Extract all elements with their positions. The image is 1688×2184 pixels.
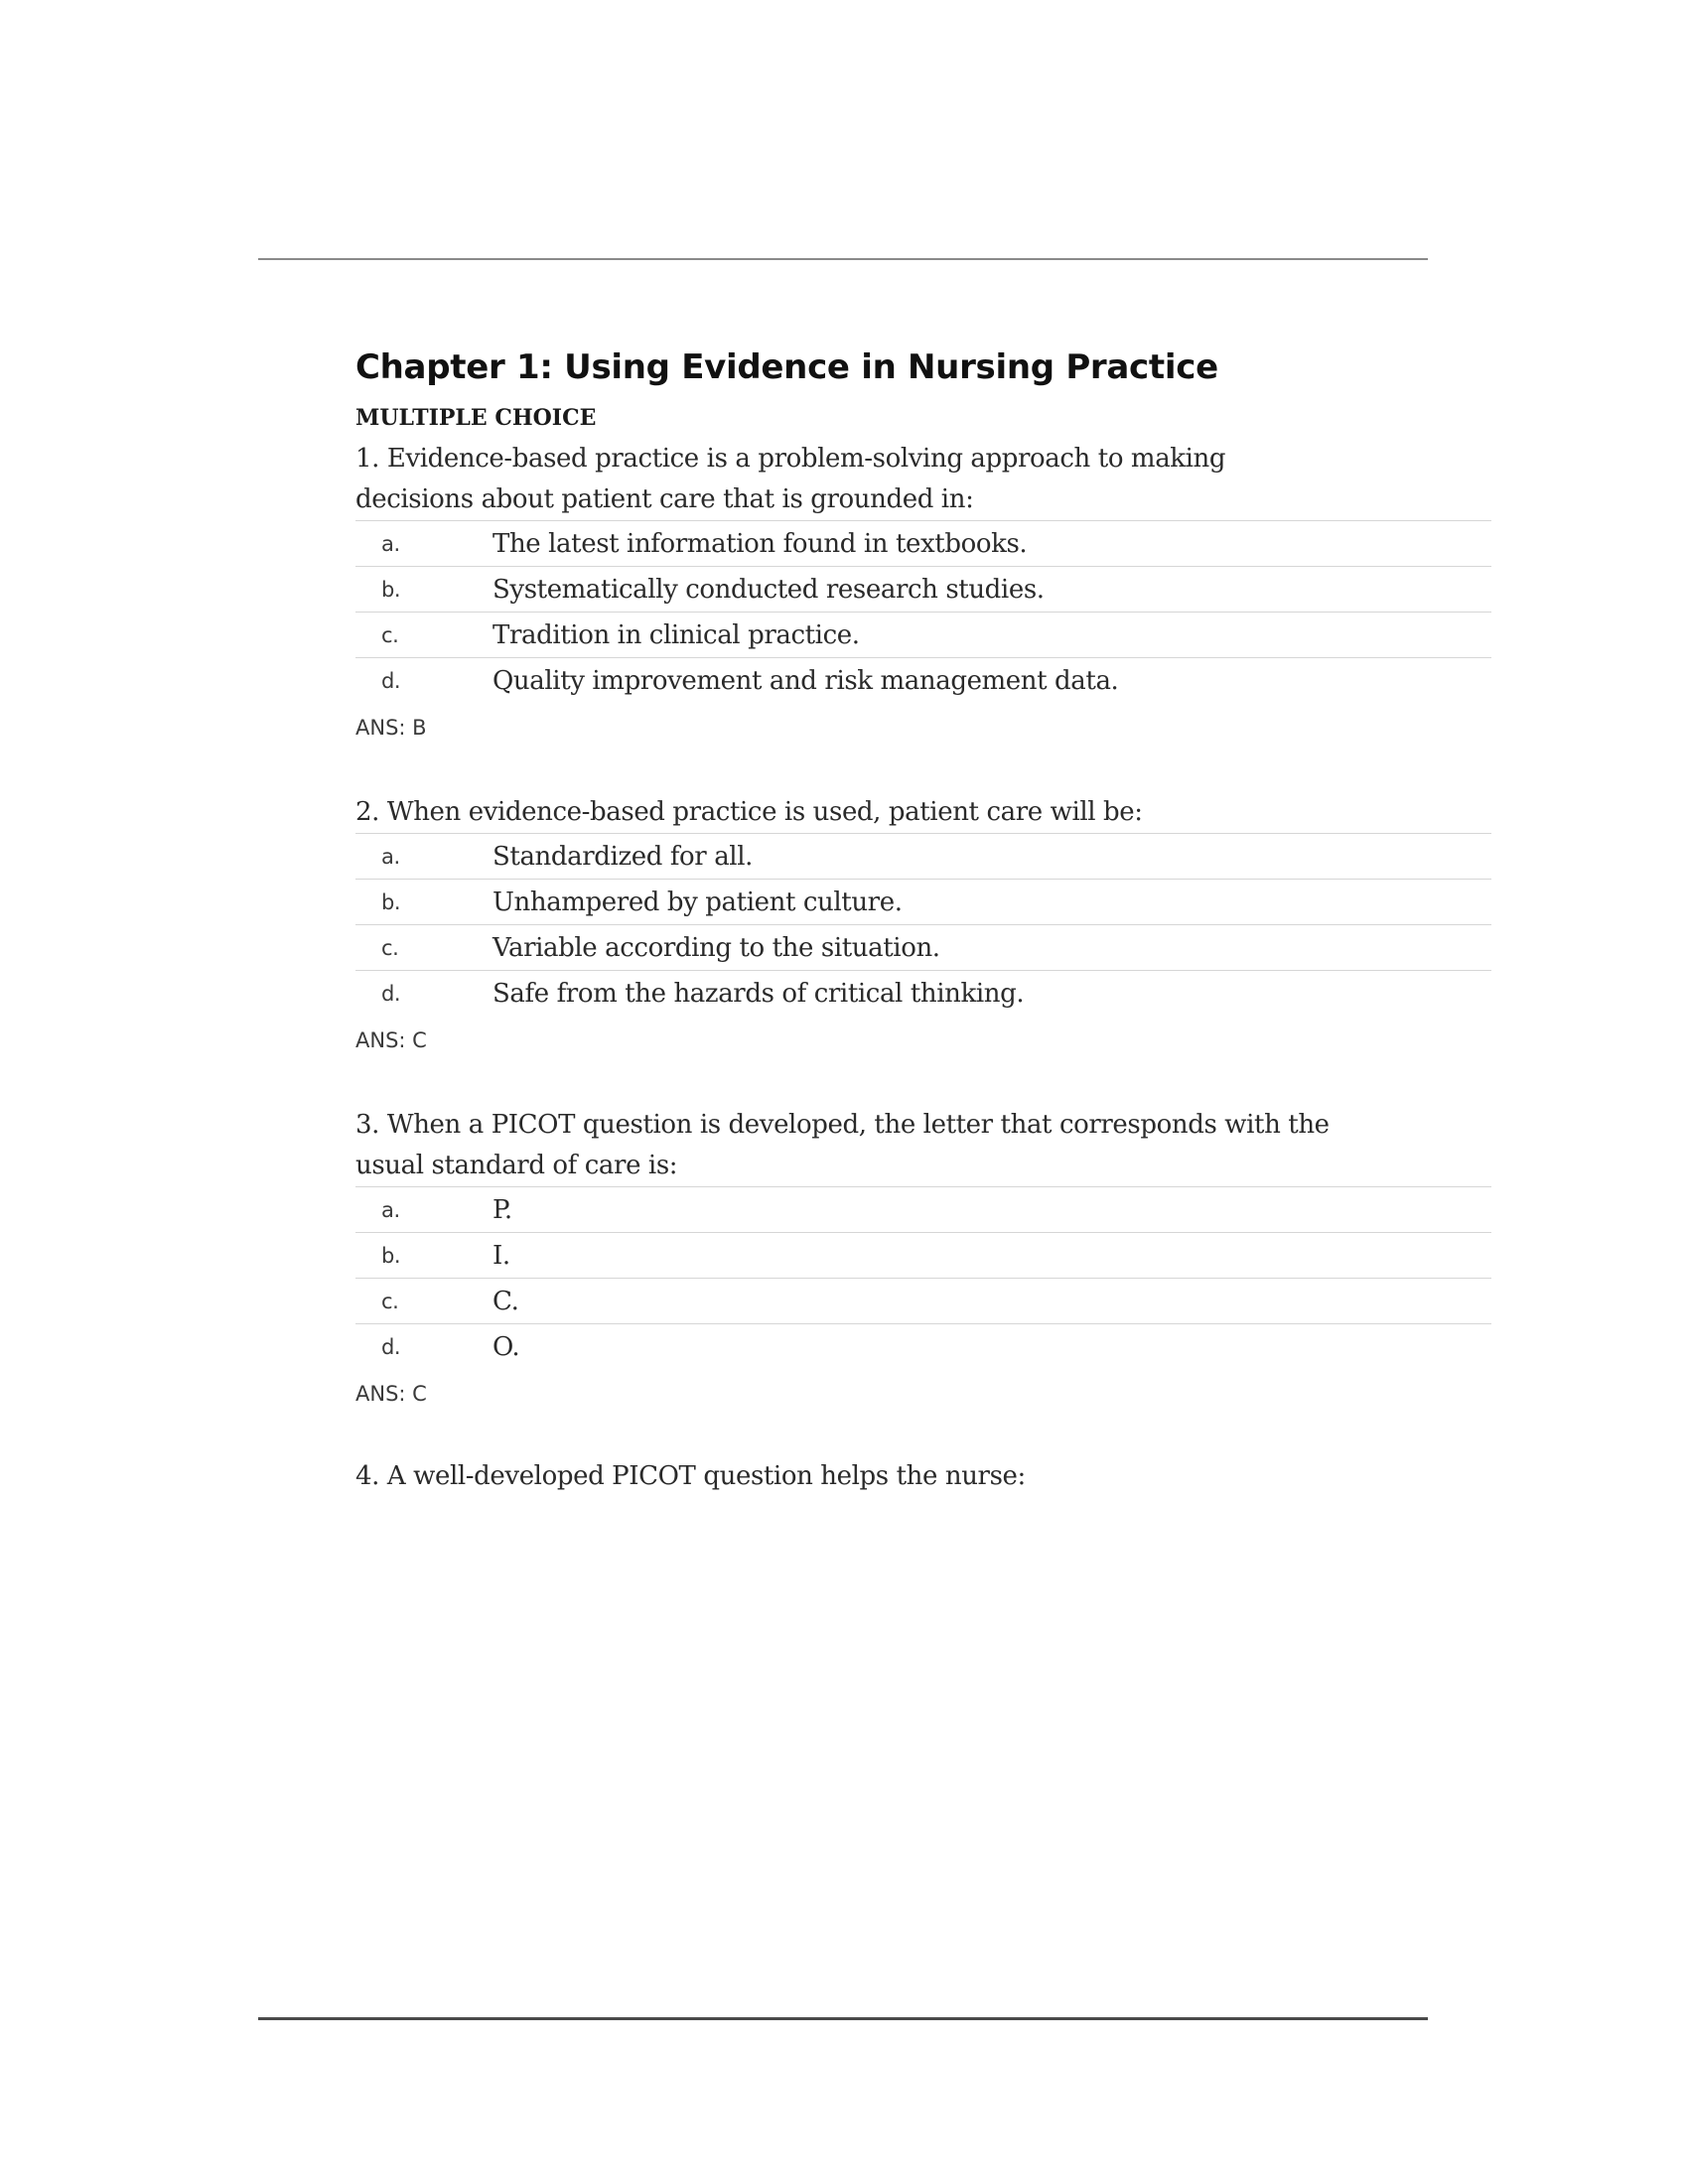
option-letter: c.: [381, 622, 399, 647]
question-stem: 4. A well-developed PICOT question helps the nurse:: [355, 1461, 1026, 1491]
answer-key: ANS: C: [355, 1028, 427, 1052]
question-4: [355, 1456, 1497, 1497]
option-text: P.: [492, 1194, 512, 1225]
option-row: [355, 1233, 1491, 1279]
option-row: [355, 880, 1491, 925]
option-text: Tradition in clinical practice.: [492, 619, 860, 650]
option-letter: d.: [381, 1334, 401, 1359]
question-stem: 2. When evidence-based practice is used, patient care will be:: [355, 797, 1143, 827]
option-text: C.: [492, 1286, 519, 1316]
option-letter: c.: [381, 1289, 399, 1313]
option-letter: c.: [381, 935, 399, 960]
option-letter: b.: [381, 577, 401, 602]
chapter-title: Chapter 1: Using Evidence in Nursing Practice: [355, 347, 1218, 387]
option-letter: d.: [381, 981, 401, 1006]
option-text: O.: [492, 1331, 520, 1362]
question-3: [355, 1105, 1497, 1409]
option-row: [355, 971, 1491, 1016]
option-text: Quality improvement and risk management data.: [492, 665, 1119, 696]
option-row: [355, 1279, 1491, 1324]
option-row: [355, 925, 1491, 971]
question-stem: 1. Evidence-based practice is a problem-solving approach to making decisions about patient care that is grounded in:: [355, 444, 1226, 514]
option-list: [355, 1186, 1491, 1369]
option-text: Variable according to the situation.: [492, 932, 940, 963]
option-row: [355, 834, 1491, 880]
option-row: [355, 1187, 1491, 1233]
question-stem: 3. When a PICOT question is developed, the letter that corresponds with the usual standard of care is:: [355, 1110, 1330, 1180]
option-text: Standardized for all.: [492, 841, 753, 872]
option-text: I.: [492, 1240, 510, 1271]
section-heading: MULTIPLE CHOICE: [355, 405, 597, 431]
option-text: Systematically conducted research studies.: [492, 574, 1045, 605]
option-row: [355, 1324, 1491, 1369]
option-text: Unhampered by patient culture.: [492, 887, 903, 917]
option-letter: b.: [381, 889, 401, 914]
answer-key: ANS: C: [355, 1382, 427, 1406]
option-text: Safe from the hazards of critical thinking.: [492, 978, 1025, 1009]
option-list: [355, 833, 1491, 1016]
option-text: The latest information found in textbooks.: [492, 528, 1028, 559]
option-row: [355, 567, 1491, 613]
option-row: [355, 613, 1491, 658]
option-list: [355, 520, 1491, 703]
option-letter: a.: [381, 1197, 400, 1222]
option-letter: b.: [381, 1243, 401, 1268]
question-2: [355, 792, 1497, 1055]
header-rule: [258, 258, 1428, 260]
option-letter: a.: [381, 844, 400, 869]
option-letter: d.: [381, 668, 401, 693]
answer-key: ANS: B: [355, 716, 427, 740]
option-row: [355, 658, 1491, 703]
question-1: [355, 439, 1497, 743]
footer-rule: [258, 2017, 1428, 2020]
option-letter: a.: [381, 531, 400, 556]
option-row: [355, 521, 1491, 567]
page-content: [355, 343, 1497, 1497]
